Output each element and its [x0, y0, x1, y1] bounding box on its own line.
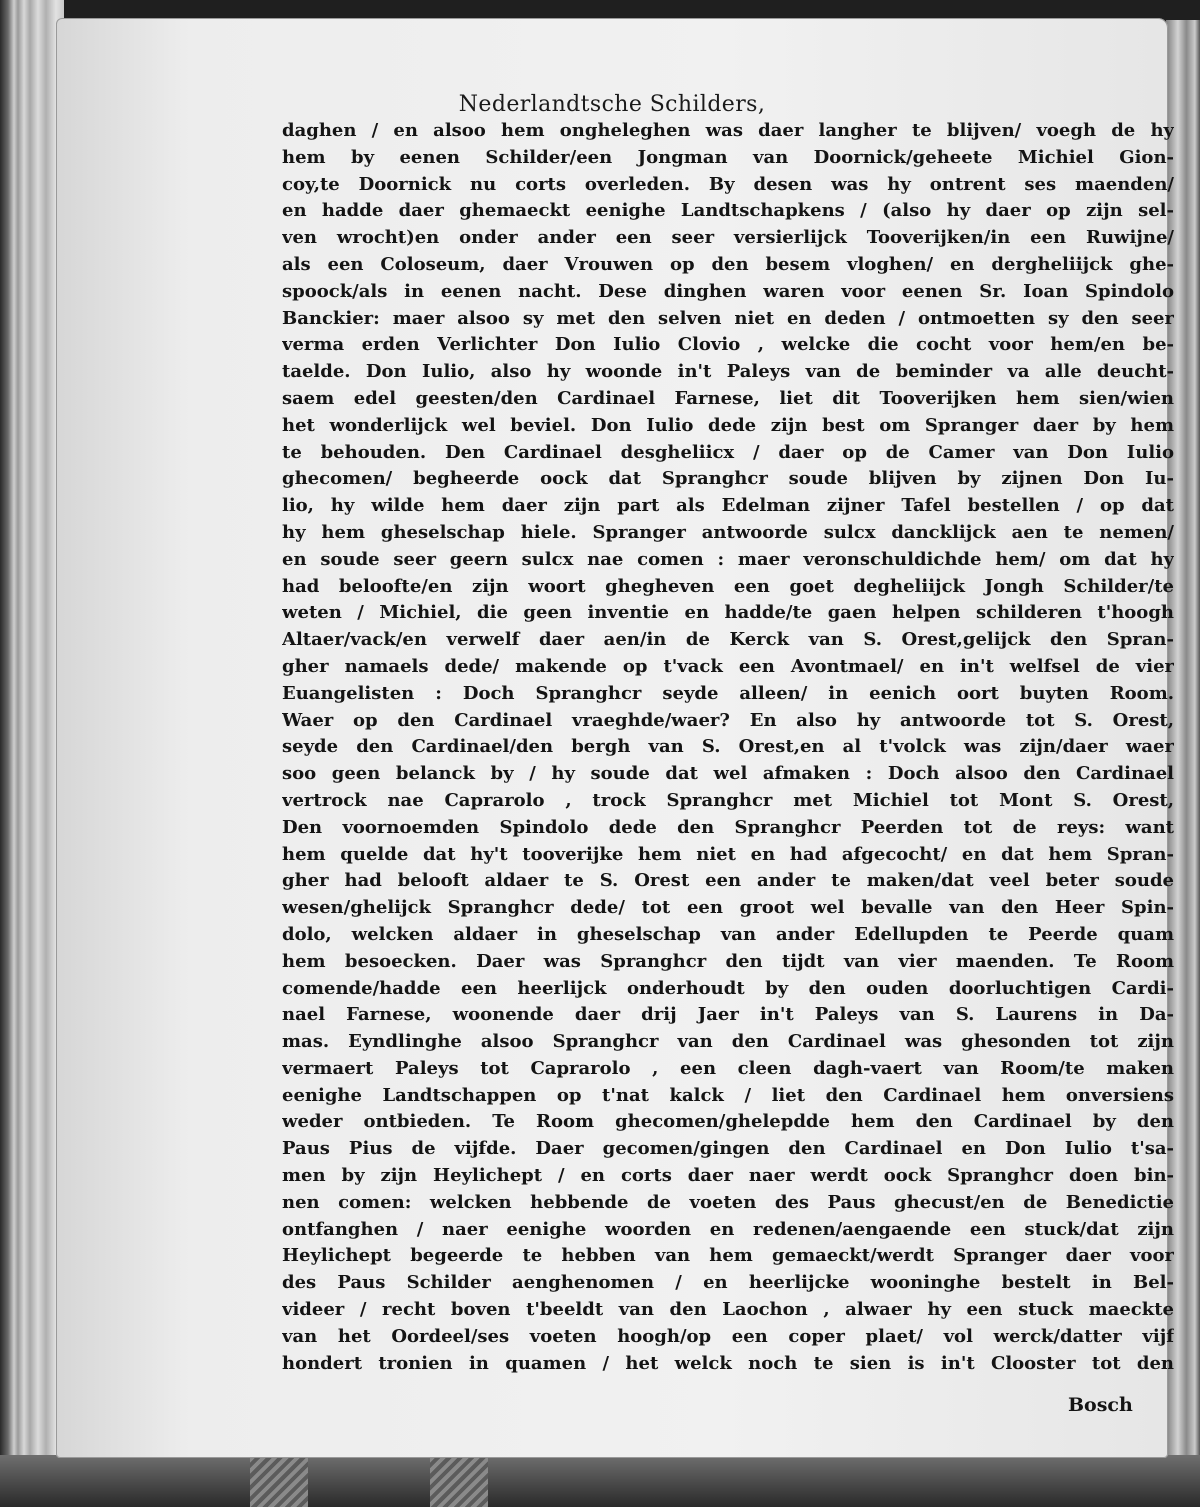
text-line: seyde den Cardinael/den bergh van S. Orest,en al t'volck was zijn/daer waer — [282, 736, 1174, 758]
text-line: Waer op den Cardinael vraeghde/waer? En also hy antwoorde tot S. Orest, — [282, 709, 1174, 731]
text-line: hem quelde dat hy't tooverijke hem niet en had afgecocht/ en dat hem Spran- — [282, 843, 1174, 865]
text-line: Heylichept begeerde te hebben van hem gemaeckt/werdt Spranger daer voor — [282, 1245, 1174, 1267]
text-line: gher namaels dede/ makende op t'vack een Avontmael/ en in't welfsel de vier — [282, 655, 1174, 677]
text-line: daghen / en alsoo hem ongheleghen was daer langher te blijven/ voegh de hy — [282, 120, 1174, 141]
text-line: lio, hy wilde hem daer zijn part als Edelman zijner Tafel bestellen / op dat — [282, 495, 1174, 517]
text-line: hem by eenen Schilder/een Jongman van Doornick/geheete Michiel Gion- — [282, 146, 1174, 168]
text-line: en hadde daer ghemaeckt eenighe Landtschapkens / (also hy daer op zijn sel- — [282, 200, 1174, 222]
text-line: gher had belooft aldaer te S. Orest een ander te maken/dat veel beter soude — [282, 870, 1174, 892]
text-line: Den voornoemden Spindolo dede den Spranghcr Peerden tot de reys: want — [282, 816, 1174, 838]
text-line: ontfanghen / naer eenighe woorden en redenen/aengaende een stuck/dat zijn — [282, 1218, 1174, 1240]
text-line: videer / recht boven t'beeldt van den Laochon , alwaer hy een stuck maeckte — [282, 1299, 1174, 1321]
text-line: weder ontbieden. Te Room ghecomen/ghelepdde hem den Cardinael by den — [282, 1111, 1174, 1133]
text-line: hondert tronien in quamen / het welck noch te sien is in't Clooster tot den — [282, 1352, 1174, 1374]
text-line: hem besoecken. Daer was Spranghcr den tijdt van vier maenden. Te Room — [282, 950, 1174, 972]
text-line: ven wrocht)en onder ander een seer versierlijck Tooverijken/in een Ruwijne/ — [282, 227, 1174, 249]
text-line: wesen/ghelijck Spranghcr dede/ tot een groot wel bevalle van den Heer Spin- — [282, 897, 1174, 919]
text-line: soo geen belanck by / hy soude dat wel afmaken : Doch alsoo den Cardinael — [282, 763, 1174, 785]
catchword: Bosch — [1068, 1394, 1133, 1416]
text-line: nael Farnese, woonende daer drij Jaer in't Paleys van S. Laurens in Da- — [282, 1004, 1174, 1026]
text-line: te behouden. Den Cardinael desgheliicx / daer op de Camer van Don Iulio — [282, 441, 1174, 463]
text-line: spoock/als in eenen nacht. Dese dinghen waren voor eenen Sr. Ioan Spindolo — [282, 280, 1174, 302]
book-bottom-shadow — [0, 1455, 1200, 1507]
text-line: weten / Michiel, die geen inventie en hadde/te gaen helpen schilderen t'hoogh — [282, 602, 1174, 624]
page-body-text — [282, 118, 1174, 1377]
book-page — [56, 18, 1174, 1458]
text-line: verma erden Verlichter Don Iulio Clovio , welcke die cocht voor hem/en be- — [282, 334, 1174, 356]
text-line: eenighe Landtschappen op t'nat kalck / liet den Cardinael hem onversiens — [282, 1084, 1174, 1106]
text-line: mas. Eyndlinghe alsoo Spranghcr van den Cardinael was ghesonden tot zijn — [282, 1031, 1174, 1053]
text-line: nen comen: welcken hebbende de voeten des Paus ghecust/en de Benedictie — [282, 1191, 1174, 1213]
text-line: men by zijn Heylichept / en corts daer naer werdt oock Spranghcr doen bin- — [282, 1165, 1174, 1187]
text-line: Altaer/vack/en verwelf daer aen/in de Kerck van S. Orest,gelijck den Spran- — [282, 629, 1174, 651]
text-line: Euangelisten : Doch Spranghcr seyde alleen/ in eenich oort buyten Room. — [282, 682, 1174, 704]
text-line: saem edel geesten/den Cardinael Farnese, liet dit Tooverijken hem sien/wien — [282, 387, 1174, 409]
text-line: ghecomen/ begheerde oock dat Spranghcr soude blijven by zijnen Don Iu- — [282, 468, 1174, 490]
book-fore-edge-left — [0, 0, 64, 1507]
text-line: Banckier: maer alsoo sy met den selven niet en deden / ontmoetten sy den seer — [282, 307, 1174, 329]
text-line: dolo, welcken aldaer in gheselschap van ander Edellupden te Peerde quam — [282, 923, 1174, 945]
text-line: en soude seer geern sulcx nae comen : maer veronschuldichde hem/ om dat hy — [282, 548, 1174, 570]
text-line: het wonderlijck wel beviel. Don Iulio dede zijn best om Spranger daer by hem — [282, 414, 1174, 436]
running-head: Nederlandtsche Schilders, — [458, 92, 766, 117]
text-line: hy hem gheselschap hiele. Spranger antwoorde sulcx dancklijck aen te nemen/ — [282, 521, 1174, 543]
text-line: vermaert Paleys tot Caprarolo , een cleen dagh-vaert van Room/te maken — [282, 1057, 1174, 1079]
text-line: Paus Pius de vijfde. Daer gecomen/gingen den Cardinael en Don Iulio t'sa- — [282, 1138, 1174, 1160]
text-line: comende/hadde een heerlijck onderhoudt by den ouden doorluchtigen Cardi- — [282, 977, 1174, 999]
text-line: des Paus Schilder aenghenomen / en heerlijcke wooninghe bestelt in Bel- — [282, 1272, 1174, 1294]
text-line: had beloofte/en zijn woort ghegheven een goet degheliijck Jongh Schilder/te — [282, 575, 1174, 597]
text-line: vertrock nae Caprarolo , trock Spranghcr met Michiel tot Mont S. Orest, — [282, 789, 1174, 811]
text-line: taelde. Don Iulio, also hy woonde in't Paleys van de beminder va alle deucht- — [282, 361, 1174, 383]
text-line: coy,te Doornick nu corts overleden. By desen was hy ontrent ses maenden/ — [282, 173, 1174, 195]
text-line: van het Oordeel/ses voeten hoogh/op een coper plaet/ vol werck/datter vijf — [282, 1325, 1174, 1347]
text-line: als een Coloseum, daer Vrouwen op den besem vloghen/ en dergheliijck ghe- — [282, 253, 1174, 275]
